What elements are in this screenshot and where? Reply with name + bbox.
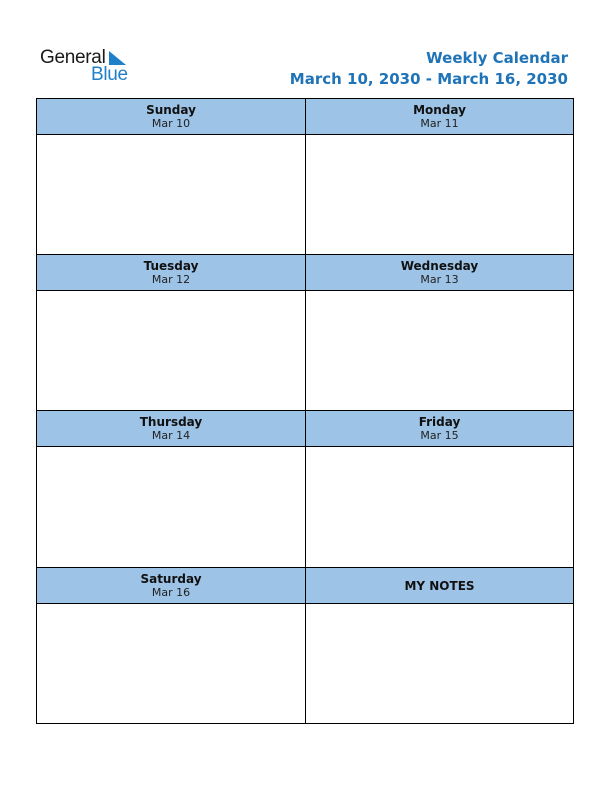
day-notes-area[interactable] xyxy=(306,291,573,411)
day-name: Sunday xyxy=(146,103,196,117)
day-date: Mar 12 xyxy=(151,273,191,286)
day-date: Mar 16 xyxy=(151,586,191,599)
notes-area[interactable] xyxy=(306,604,573,723)
day-header xyxy=(37,99,305,135)
day-notes-area[interactable] xyxy=(37,135,305,255)
day-cell-saturday[interactable] xyxy=(37,568,305,723)
notes-cell[interactable] xyxy=(306,568,573,723)
day-name: Friday xyxy=(418,415,461,429)
row-divider xyxy=(37,567,573,568)
day-header xyxy=(37,255,305,291)
day-name: Wednesday xyxy=(400,259,479,273)
column-divider xyxy=(305,99,306,723)
logo-text-general: General xyxy=(40,47,106,68)
day-name: Tuesday xyxy=(143,259,199,273)
day-notes-area[interactable] xyxy=(37,604,305,723)
day-cell-monday[interactable] xyxy=(306,99,573,255)
day-notes-area[interactable] xyxy=(306,447,573,568)
day-date: Mar 15 xyxy=(420,429,459,442)
logo-text-blue: Blue xyxy=(91,64,128,85)
day-cell-thursday[interactable] xyxy=(37,411,305,568)
calendar-title: Weekly Calendar xyxy=(426,49,568,67)
day-name: Monday xyxy=(413,103,466,117)
day-cell-friday[interactable] xyxy=(306,411,573,568)
day-header xyxy=(37,568,305,604)
day-date: Mar 11 xyxy=(420,117,459,130)
day-header xyxy=(37,411,305,447)
day-date: Mar 10 xyxy=(151,117,191,130)
day-notes-area[interactable] xyxy=(37,291,305,411)
day-cell-wednesday[interactable] xyxy=(306,255,573,411)
day-date: Mar 14 xyxy=(151,429,191,442)
day-name: Thursday xyxy=(139,415,203,429)
day-header xyxy=(306,255,573,291)
week-grid xyxy=(36,98,574,724)
general-blue-logo xyxy=(40,47,140,87)
calendar-header xyxy=(290,48,568,90)
calendar-date-range: March 10, 2030 - March 16, 2030 xyxy=(289,70,568,88)
day-cell-tuesday[interactable] xyxy=(37,255,305,411)
day-name: Saturday xyxy=(140,572,202,586)
day-notes-area[interactable] xyxy=(37,447,305,568)
day-cell-sunday[interactable] xyxy=(37,99,305,255)
day-header xyxy=(306,99,573,135)
notes-label: MY NOTES xyxy=(404,579,475,593)
day-date: Mar 13 xyxy=(420,273,459,286)
day-header xyxy=(306,411,573,447)
row-divider xyxy=(37,254,573,255)
day-notes-area[interactable] xyxy=(306,135,573,255)
row-divider xyxy=(37,410,573,411)
notes-header xyxy=(306,568,573,604)
